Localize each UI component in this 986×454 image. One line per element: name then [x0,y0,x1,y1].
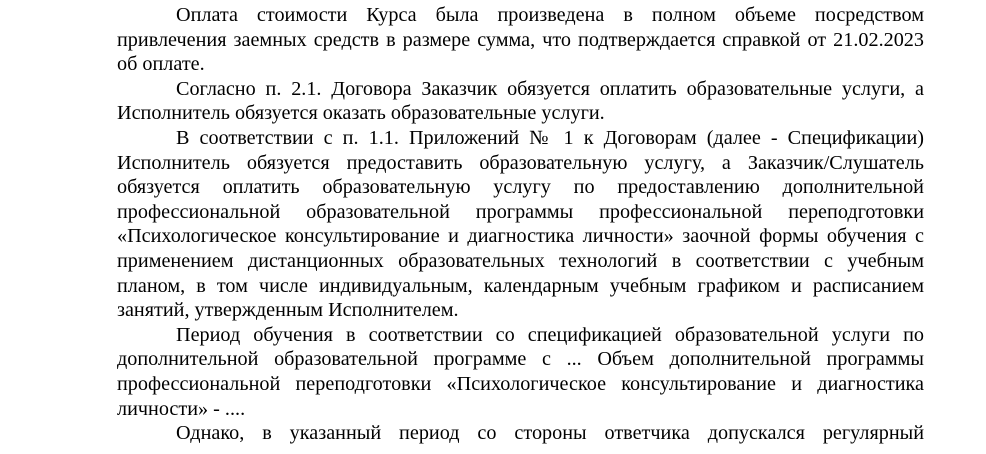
paragraph-contract-clause: Согласно п. 2.1. Договора Заказчик обязуется оплатить образовательные услуги, а Исполнитель обязуется оказать образовательные услуги. [117,77,924,125]
paragraph-defendant: Однако, в указанный период со стороны ответчика допускался регулярный [176,422,924,445]
paragraph-specification: В соответствии с п. 1.1. Приложений № 1 к Договорам (далее - Спецификации) Исполнитель обязуется предоставить образовательную услугу, а Заказчик/Слушатель обязуется оплатить образовательную услугу по предоставлению дополнительной профессиональной образовательной программы профессиональной переподготовки «Психологическое консультирование и диагностика личности» заочной формы обучения с применением дистанционных образовательных технологий в соответствии с учебным планом, в том числе индивидуальным, календарным учебным графиком и расписанием занятий, утвержденным Исполнителем. [117,126,924,322]
document-body [117,3,924,446]
paragraph-payment: Оплата стоимости Курса была произведена в полном объеме посредством привлечения заемных средств в размере сумма, что подтверждается справкой от 21.02.2023 об оплате. [117,4,924,76]
paragraph-training-period: Период обучения в соответствии со спецификацией образовательной услуги по дополнительной образовательной программе с ... Объем дополнительной программы профессиональной переподготовки «Психологическое консультирование и диагностика личности» - .... [117,323,924,420]
